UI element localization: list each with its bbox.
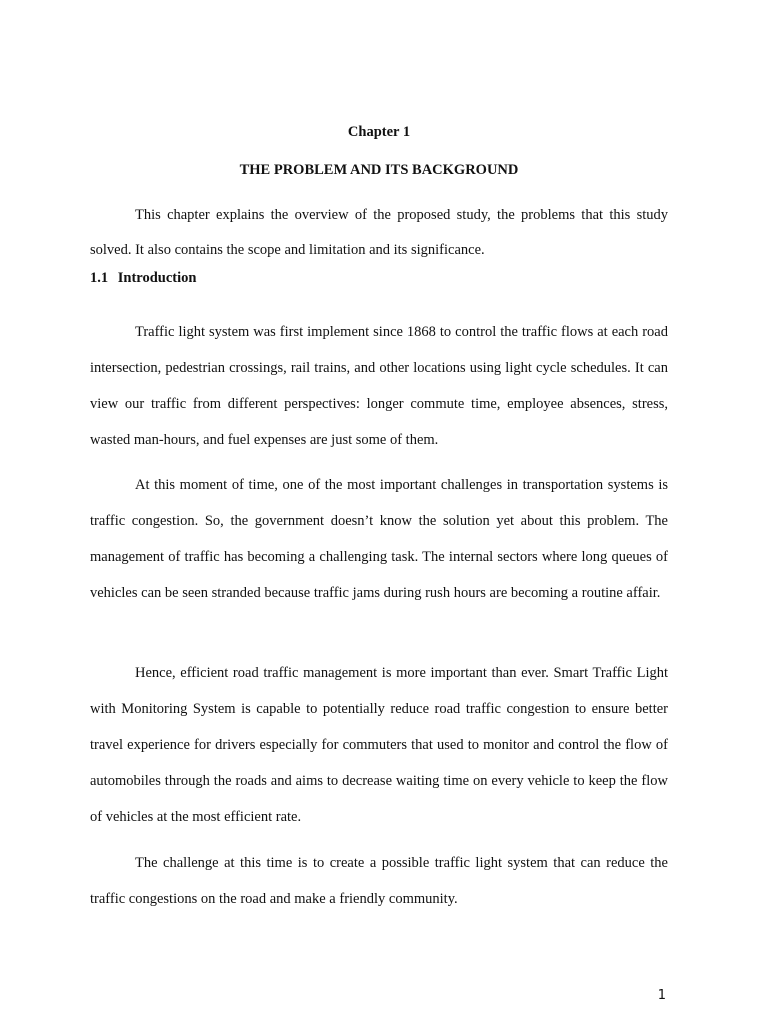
body-paragraph: The challenge at this time is to create a possible traffic light system that can reduce the traffic congestions on the road and make a friendly community.: [90, 855, 668, 907]
chapter-intro-paragraph: This chapter explains the overview of the proposed study, the problems that this study solved. It also contains the scope and limitation and its significance.: [90, 207, 668, 258]
body-paragraph: Hence, efficient road traffic management is more important than ever. Smart Traffic Light with Monitoring System is capable to potentially reduce road traffic congestion to ensure better travel experience for drivers especially for commuters that used to monitor and control the flow of automobiles through the roads and aims to decrease waiting time on every vehicle to keep the flow of vehicles at the most efficient rate.: [90, 665, 668, 825]
page-number: 1: [657, 988, 666, 1003]
chapter-number: Chapter 1: [347, 124, 411, 140]
section-title: Introduction: [117, 270, 197, 286]
chapter-title: THE PROBLEM AND ITS BACKGROUND: [239, 162, 519, 178]
body-paragraph: At this moment of time, one of the most important challenges in transportation systems is traffic congestion. So, the government doesn’t know the solution yet about this problem. The management of traffic has becoming a challenging task. The internal sectors where long queues of vehicles can be seen stranded because traffic jams during rush hours are becoming a routine affair.: [90, 477, 668, 601]
section-number: 1.1: [90, 270, 109, 286]
section-heading: [90, 270, 196, 287]
body-paragraph: Traffic light system was first implement since 1868 to control the traffic flows at each road intersection, pedestrian crossings, rail trains, and other locations using light cycle schedules. It can view our traffic from different perspectives: longer commute time, employee absences, stress, wasted man-hours, and fuel expenses are just some of them.: [90, 324, 668, 448]
